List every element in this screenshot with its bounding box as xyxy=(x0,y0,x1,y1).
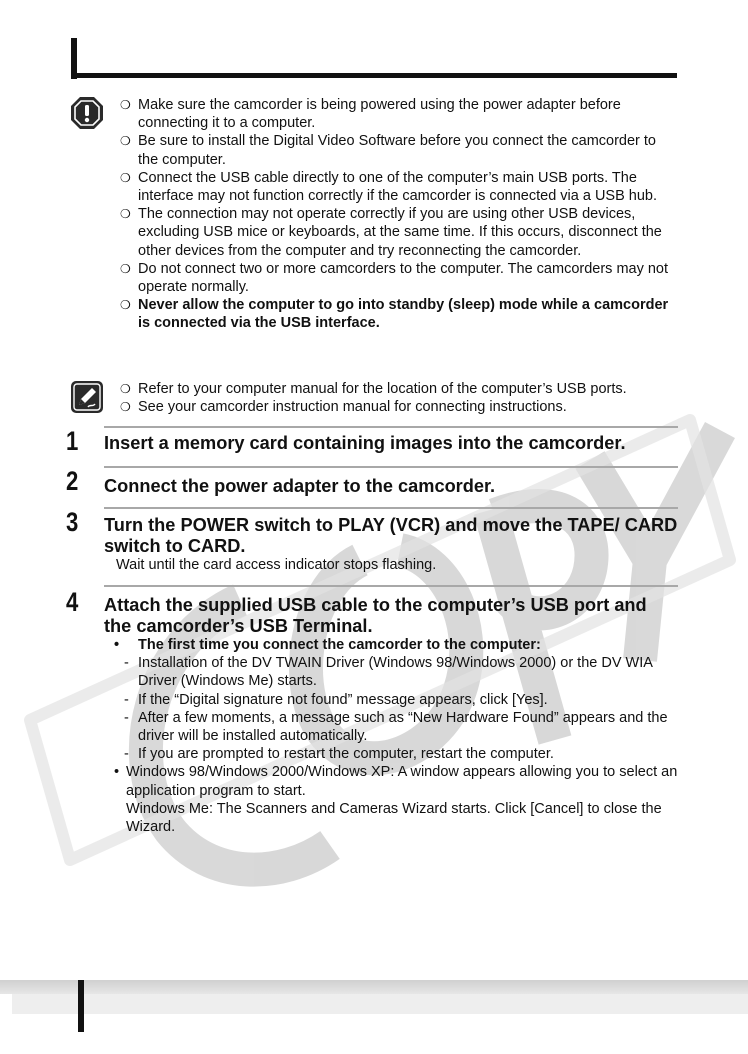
step-note: Wait until the card access indicator stops flashing. xyxy=(116,557,437,573)
caution-item: ❍ Connect the USB cable directly to one of the computer’s main USB ports. The interface may not function correctly if the camcorder is connected via a USB hub. xyxy=(120,169,658,205)
first-time-item: - After a few moments, a message such as “New Hardware Found” appears and the driver will be installed automatically. xyxy=(124,709,668,745)
me-note: Windows Me: The Scanners and Cameras Wizard starts. Click [Cancel] to close the Wizard. xyxy=(126,800,662,836)
note-item: ❍ See your camcorder instruction manual for connecting instructions. xyxy=(120,399,567,416)
step-title: Insert a memory card containing images into the camcorder. xyxy=(104,433,626,453)
step-number: 4 xyxy=(66,587,79,617)
first-time-item: - Installation of the DV TWAIN Driver (Windows 98/Windows 2000) or the DV WIA Driver (Windows Me) starts. xyxy=(124,655,653,690)
caution-item: ❍ Make sure the camcorder is being powered using the power adapter before connecting it to a computer. xyxy=(120,97,621,132)
step-divider xyxy=(104,507,678,509)
first-time-item: - If you are prompted to restart the computer, restart the computer. xyxy=(124,746,554,763)
step-number: 2 xyxy=(66,466,79,496)
note-item: ❍ Refer to your computer manual for the location of the computer’s USB ports. xyxy=(120,381,627,397)
step-divider xyxy=(104,585,678,587)
step-title: Connect the power adapter to the camcorder. xyxy=(104,476,496,496)
caution-list xyxy=(120,96,680,333)
step-number: 3 xyxy=(66,507,79,537)
footer-band xyxy=(0,980,748,994)
note-pencil-icon xyxy=(70,380,104,414)
first-time-item: - If the “Digital signature not found” message appears, click [Yes]. xyxy=(124,691,548,708)
step-divider xyxy=(104,426,678,428)
caution-item: ❍ Do not connect two or more camcorders to the computer. The camcorders may not operate normally. xyxy=(120,260,669,296)
caution-item: ❍ Be sure to install the Digital Video Software before you connect the camcorder to the computer. xyxy=(120,133,656,168)
step-title: Turn the POWER switch to PLAY (VCR) and move the TAPE/ CARD switch to CARD. xyxy=(104,515,678,556)
step4-details xyxy=(114,636,679,836)
step-divider xyxy=(104,466,678,468)
caution-exclamation-icon xyxy=(70,96,104,130)
header-rule xyxy=(71,73,677,78)
footer-vertical-bar xyxy=(78,980,84,1032)
os-note: • Windows 98/Windows 2000/Windows XP: A window appears allowing you to select an application program to start. xyxy=(114,764,678,799)
first-time-heading: • The first time you connect the camcorder to the computer: xyxy=(114,637,541,653)
footer-band-lower xyxy=(12,994,748,1014)
step-title: Attach the supplied USB cable to the computer’s USB port and the camcorder’s USB Terminal. xyxy=(104,595,647,636)
step-number: 1 xyxy=(66,426,79,456)
caution-item-important: ❍ Never allow the computer to go into standby (sleep) mode while a camcorder is connected via the USB interface. xyxy=(120,297,669,332)
caution-item: ❍ The connection may not operate correctly if you are using other USB devices, excluding USB mice or keyboards, at the same time. If this occurs, disconnect the other devices from the computer and try reconnecting the camcorder. xyxy=(120,206,662,259)
note-list xyxy=(120,380,680,416)
